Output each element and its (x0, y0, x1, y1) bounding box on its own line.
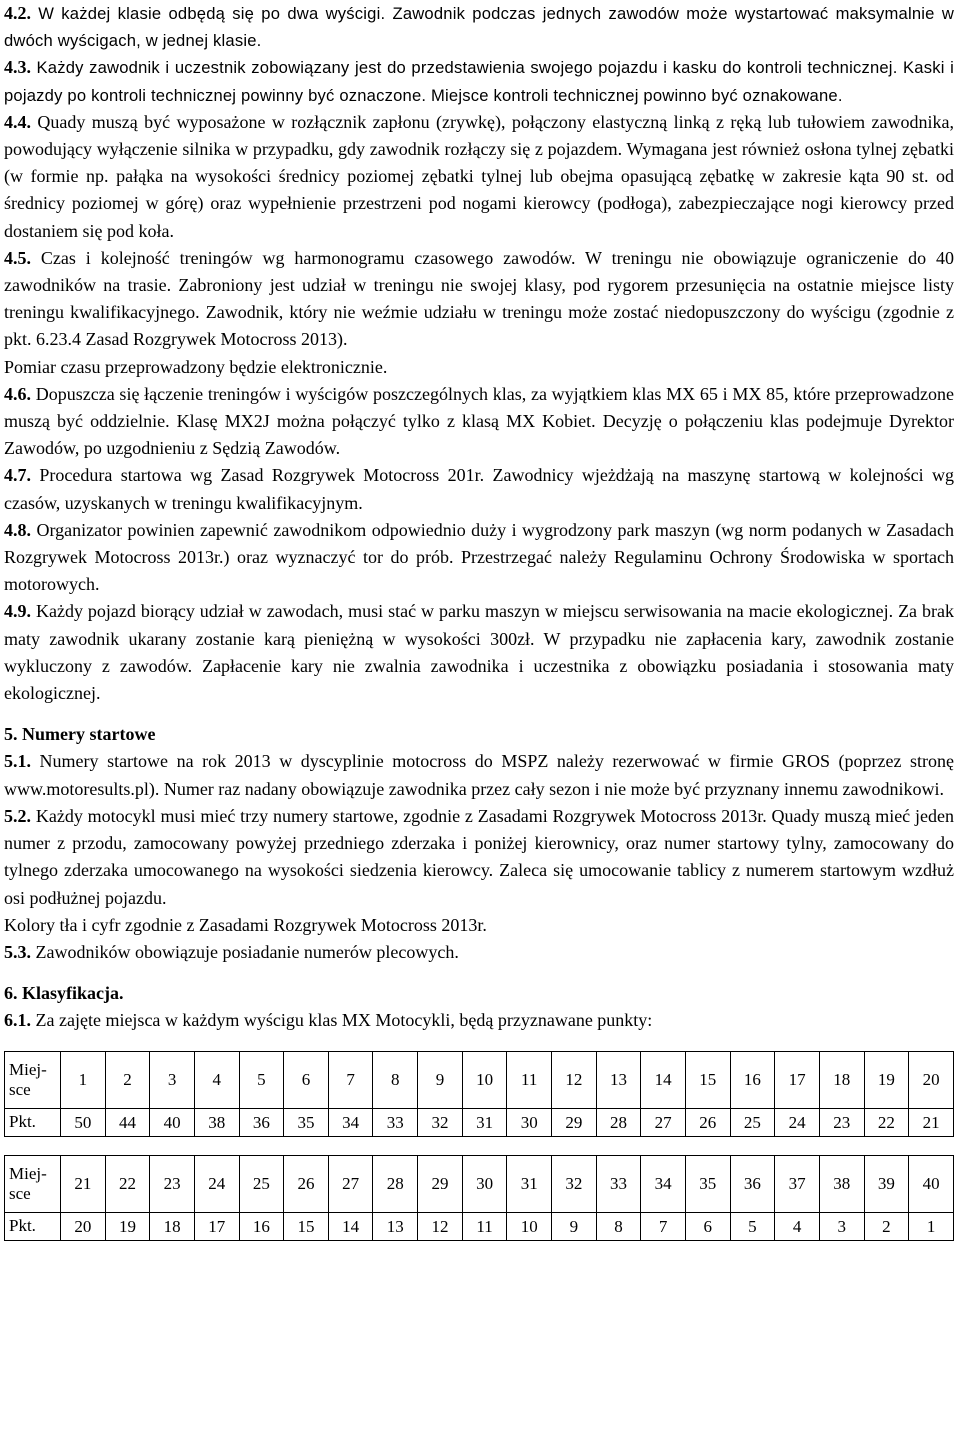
place-cell: 3 (150, 1051, 195, 1108)
points-cell: 16 (239, 1212, 284, 1240)
paragraph-text: W każdej klasie odbędą się po dwa wyścigi. Zawodnik podczas jednych zawodów może wystartować maksymalnie w dwóch wyścigach, w jednej klasie. (4, 4, 954, 51)
paragraph-text: Każdy pojazd biorący udział w zawodach, musi stać w parku maszyn w miejscu serwisowania na macie ekologicznej. Za brak maty zawodnik ukarany zostanie karą pieniężną w wysokości 300zł. W przypadku nie zapłacenia kary, zawodnik zostanie wykluczony z zawodów. Zapłacenie kary nie zwalnia zawodnika i uczestnika z obowiązku posiadania i stosowania maty ekologicznej. (4, 601, 954, 704)
place-cell: 20 (909, 1051, 954, 1108)
heading-text: Klasyfikacja. (17, 983, 124, 1004)
points-cell: 29 (552, 1108, 597, 1136)
paragraph-text: Za zajęte miejsca w każdym wyścigu klas MX Motocykli, będą przyznawane punkty: (31, 1010, 653, 1031)
place-cell: 26 (284, 1155, 329, 1212)
points-cell: 23 (819, 1108, 864, 1136)
paragraph-number: 5.1. (4, 751, 31, 772)
points-cell: 11 (462, 1212, 507, 1240)
points-cell: 20 (61, 1212, 106, 1240)
paragraph-text: Organizator powinien zapewnić zawodnikom odpowiednio duży i wygrodzony park maszyn (wg norm podanych w Zasadach Rozgrywek Motocross 2013r.) oraz wyznaczyć tor do prób. Przestrzegać należy Regulaminu Ochrony Środowiska w sportach motorowych. (4, 519, 954, 595)
table-row-places (5, 1155, 954, 1212)
heading-text: Numery startowe (17, 724, 156, 745)
points-cell: 5 (730, 1212, 775, 1240)
points-cell: 24 (775, 1108, 820, 1136)
place-cell: 2 (105, 1051, 150, 1108)
place-cell: 11 (507, 1051, 552, 1108)
paragraph-4-6 (4, 381, 954, 463)
paragraph-text: Czas i kolejność treningów wg harmonogramu czasowego zawodów. W treningu nie obowiązuje ograniczenie do 40 zawodników na trasie. Zabroniony jest udział w treningu nie swojej klasy, pod rygorem przesunięcia na ostatnie miejsce listy treningu kwalifikacyjnego. Zawodnik, który nie weźmie udziału w treningu może zostać niedopuszczony do wyścigu (zgodnie z pkt. 6.23.4 Zasad Rozgrywek Motocross 2013). (4, 247, 954, 350)
place-cell: 17 (775, 1051, 820, 1108)
document-page (4, 0, 954, 1241)
place-cell: 38 (819, 1155, 864, 1212)
paragraph-number: 5.2. (4, 805, 31, 826)
place-cell: 29 (418, 1155, 463, 1212)
paragraph-5-2 (4, 803, 954, 912)
place-cell: 33 (596, 1155, 641, 1212)
paragraph-4-2 (4, 0, 954, 54)
points-cell: 31 (462, 1108, 507, 1136)
points-cell: 44 (105, 1108, 150, 1136)
table-row-places (5, 1051, 954, 1108)
points-cell: 1 (909, 1212, 954, 1240)
place-cell: 4 (194, 1051, 239, 1108)
paragraph-4-5-note (4, 354, 954, 381)
paragraph-text: Każdy motocykl musi mieć trzy numery startowe, zgodnie z Zasadami Rozgrywek Motocross 2013r. Quady muszą mieć jeden numer z przodu, zamocowany powyżej przedniego zderzaka i poniżej kierownicy, oraz numer startowy tylny, zamocowany do tylnego zderzaka umocowanego na wysokości siedzenia kierowcy. Zaleca się umocowanie tablicy z numerem startowym wzdłuż osi podłużnej pojazdu. (4, 805, 954, 908)
section-6-heading (4, 980, 954, 1007)
place-cell: 10 (462, 1051, 507, 1108)
points-cell: 12 (418, 1212, 463, 1240)
points-cell: 8 (596, 1212, 641, 1240)
points-cell: 17 (194, 1212, 239, 1240)
place-cell: 35 (685, 1155, 730, 1212)
paragraph-number: 4.9. (4, 601, 31, 622)
points-cell: 9 (552, 1212, 597, 1240)
paragraph-4-7 (4, 462, 954, 516)
paragraph-text: Dopuszcza się łączenie treningów i wyścigów poszczególnych klas, za wyjątkiem klas MX 65 i MX 85, które przeprowadzone muszą być oddzielnie. Klasę MX2J można połączyć tylko z klasą MX Kobiet. Decyzję o połączeniu klas podejmuje Dyrektor Zawodów, po uzgodnieniu z Sędzią Zawodów. (4, 383, 954, 459)
place-cell: 25 (239, 1155, 284, 1212)
table-row-points (5, 1212, 954, 1240)
place-cell: 15 (685, 1051, 730, 1108)
points-cell: 22 (864, 1108, 909, 1136)
points-cell: 30 (507, 1108, 552, 1136)
place-cell: 7 (328, 1051, 373, 1108)
place-cell: 19 (864, 1051, 909, 1108)
paragraph-number: 4.7. (4, 465, 31, 486)
points-cell: 28 (596, 1108, 641, 1136)
paragraph-4-5 (4, 245, 954, 354)
heading-number: 5. (4, 724, 18, 745)
paragraph-5-1 (4, 748, 954, 802)
place-cell: 28 (373, 1155, 418, 1212)
row-label: Miej- sce (5, 1155, 61, 1212)
points-cell: 19 (105, 1212, 150, 1240)
points-cell: 14 (328, 1212, 373, 1240)
place-cell: 32 (552, 1155, 597, 1212)
place-cell: 37 (775, 1155, 820, 1212)
place-cell: 9 (418, 1051, 463, 1108)
points-cell: 2 (864, 1212, 909, 1240)
paragraph-5-3 (4, 939, 954, 966)
points-cell: 27 (641, 1108, 686, 1136)
place-cell: 5 (239, 1051, 284, 1108)
place-cell: 22 (105, 1155, 150, 1212)
paragraph-text: Numery startowe na rok 2013 w dyscyplinie motocross do MSPZ należy rezerwować w firmie GROS (poprzez stronę www.motoresults.pl). Numer raz nadany obowiązuje zawodnika przez cały sezon i nie może być przyznany innemu zawodnikowi. (4, 751, 954, 799)
points-cell: 50 (61, 1108, 106, 1136)
place-cell: 23 (150, 1155, 195, 1212)
place-cell: 13 (596, 1051, 641, 1108)
points-cell: 38 (194, 1108, 239, 1136)
paragraph-text: Kolory tła i cyfr zgodnie z Zasadami Rozgrywek Motocross 2013r. (4, 914, 487, 935)
place-cell: 30 (462, 1155, 507, 1212)
place-cell: 31 (507, 1155, 552, 1212)
paragraph-text: Pomiar czasu przeprowadzony będzie elektronicznie. (4, 356, 388, 377)
place-cell: 12 (552, 1051, 597, 1108)
place-cell: 40 (909, 1155, 954, 1212)
points-cell: 25 (730, 1108, 775, 1136)
paragraph-number: 4.6. (4, 383, 31, 404)
row-label: Pkt. (5, 1212, 61, 1240)
place-cell: 34 (641, 1155, 686, 1212)
paragraph-4-4 (4, 109, 954, 245)
place-cell: 36 (730, 1155, 775, 1212)
paragraph-number: 4.4. (4, 111, 31, 132)
points-cell: 7 (641, 1212, 686, 1240)
paragraph-4-3 (4, 54, 954, 108)
place-cell: 16 (730, 1051, 775, 1108)
place-cell: 39 (864, 1155, 909, 1212)
paragraph-4-8 (4, 517, 954, 599)
section-5-heading (4, 721, 954, 748)
points-table-block-2 (4, 1155, 954, 1241)
points-cell: 13 (373, 1212, 418, 1240)
place-cell: 6 (284, 1051, 329, 1108)
paragraph-text: Każdy zawodnik i uczestnik zobowiązany jest do przedstawienia swojego pojazdu i kasku do kontroli technicznej. Kaski i pojazdy po kontroli technicznej powinny być oznaczone. Miejsce kontroli technicznej powinno być oznakowane. (4, 58, 954, 105)
place-cell: 21 (61, 1155, 106, 1212)
points-cell: 18 (150, 1212, 195, 1240)
points-cell: 33 (373, 1108, 418, 1136)
table-row-points (5, 1108, 954, 1136)
section-gap (4, 707, 954, 721)
row-label: Pkt. (5, 1108, 61, 1136)
paragraph-number: 5.3. (4, 941, 31, 962)
section-gap (4, 966, 954, 980)
paragraph-text: Procedura startowa wg Zasad Rozgrywek Motocross 201r. Zawodnicy wjeżdżają na maszynę startową w kolejności wg czasów, uzyskanych w treningu kwalifikacyjnym. (4, 465, 954, 513)
paragraph-text: Zawodników obowiązuje posiadanie numerów plecowych. (31, 941, 459, 962)
points-cell: 40 (150, 1108, 195, 1136)
place-cell: 14 (641, 1051, 686, 1108)
paragraph-6-1 (4, 1007, 954, 1034)
paragraph-number: 4.8. (4, 519, 31, 540)
points-cell: 35 (284, 1108, 329, 1136)
paragraph-number: 4.3. (4, 57, 31, 78)
place-cell: 24 (194, 1155, 239, 1212)
points-cell: 3 (819, 1212, 864, 1240)
heading-number: 6. (4, 983, 18, 1004)
points-cell: 6 (685, 1212, 730, 1240)
points-cell: 34 (328, 1108, 373, 1136)
row-label: Miej- sce (5, 1051, 61, 1108)
paragraph-5-2-note (4, 912, 954, 939)
paragraph-4-9 (4, 598, 954, 707)
points-cell: 32 (418, 1108, 463, 1136)
points-cell: 26 (685, 1108, 730, 1136)
paragraph-text: Quady muszą być wyposażone w rozłącznik zapłonu (zrywkę), połączony elastyczną linką z ręką lub tułowiem zawodnika, powodujący wyłączenie silnika w przypadku, gdy zawodnik rozłączy się z pojazdem. Wymagana jest również osłona tylnej zębatki (w formie np. pałąka na wysokości średnicy poziomej zębatki tylnej lub obejma opasującą zębatkę w zakresie kąta 90 st. od średnicy poziomej w górę) oraz wypełnienie przestrzeni pod nogami kierowcy (podłoga), zabezpieczające nogi kierowcy przed dostaniem się pod koła. (4, 111, 954, 241)
place-cell: 8 (373, 1051, 418, 1108)
place-cell: 1 (61, 1051, 106, 1108)
table-gap (4, 1137, 954, 1155)
points-table-block-1 (4, 1051, 954, 1137)
points-cell: 15 (284, 1212, 329, 1240)
paragraph-number: 6.1. (4, 1010, 31, 1031)
points-cell: 10 (507, 1212, 552, 1240)
points-cell: 36 (239, 1108, 284, 1136)
place-cell: 18 (819, 1051, 864, 1108)
paragraph-number: 4.2. (4, 3, 31, 23)
points-cell: 21 (909, 1108, 954, 1136)
place-cell: 27 (328, 1155, 373, 1212)
points-cell: 4 (775, 1212, 820, 1240)
paragraph-number: 4.5. (4, 247, 31, 268)
